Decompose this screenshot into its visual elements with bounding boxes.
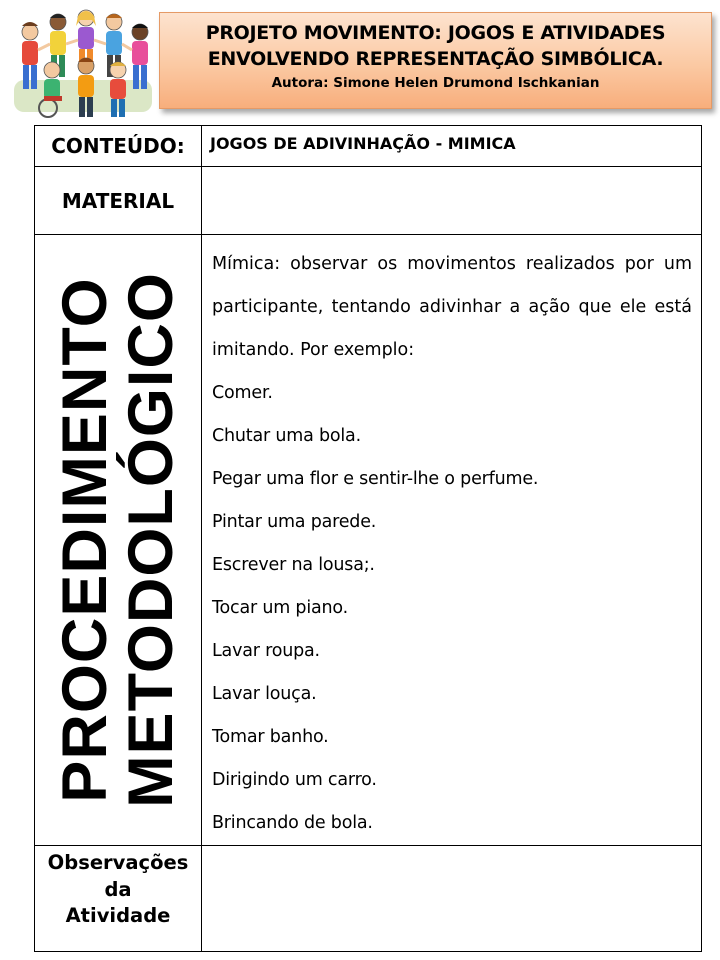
- observacoes-label: [35, 846, 202, 952]
- list-item: Chutar uma bola.: [212, 426, 361, 446]
- row-conteudo: [35, 126, 702, 167]
- conteudo-label: CONTEÚDO:: [35, 126, 202, 167]
- material-value: [202, 167, 702, 235]
- row-material: [35, 167, 702, 235]
- observacoes-value: [202, 846, 702, 952]
- observacoes-label-line3: Atividade: [65, 904, 171, 927]
- material-label: MATERIAL: [35, 167, 202, 235]
- procedimento-label-cell: [35, 235, 202, 846]
- children-circle-illustration: [8, 4, 158, 122]
- row-observacoes: [35, 846, 702, 952]
- list-item: Lavar louça.: [212, 684, 317, 704]
- observacoes-label-line2: da: [104, 877, 132, 901]
- observacoes-label-line1: Observações: [47, 851, 189, 874]
- list-item: Dirigindo um carro.: [212, 770, 377, 790]
- list-item: Escrever na lousa;.: [212, 555, 375, 575]
- lesson-plan-table: [34, 125, 702, 952]
- author-line: Autora: Simone Helen Drumond Ischkanian: [271, 75, 600, 91]
- procedimento-label: [52, 272, 184, 808]
- project-title-line1: PROJETO MOVIMENTO: JOGOS E ATIVIDADES: [205, 22, 666, 44]
- list-item: Pintar uma parede.: [212, 512, 377, 532]
- list-item: Tocar um piano.: [212, 598, 348, 618]
- list-item: Lavar roupa.: [212, 641, 320, 661]
- child-figure: [22, 22, 38, 89]
- procedimento-label-line2: METODOLÓGICO: [116, 272, 186, 808]
- row-procedimento: [35, 235, 702, 846]
- project-title-line2: ENVOLVENDO REPRESENTAÇÃO SIMBÓLICA.: [207, 48, 664, 70]
- procedimento-label-line1: PROCEDIMENTO: [50, 277, 120, 803]
- project-title-banner: [159, 12, 712, 109]
- conteudo-value: JOGOS DE ADIVINHAÇÃO - MIMICA: [202, 126, 702, 167]
- list-item: Comer.: [212, 383, 273, 403]
- child-figure: [132, 24, 148, 89]
- procedimento-content: [202, 235, 702, 846]
- list-item: Tomar banho.: [212, 727, 329, 747]
- list-item: Pegar uma flor e sentir-lhe o perfume.: [212, 469, 539, 489]
- procedimento-intro: Mímica: observar os movimentos realizados por um participante, tentando adivinhar a ação que ele está imitando. Por exemplo:: [212, 254, 692, 360]
- list-item: Brincando de bola.: [212, 813, 373, 833]
